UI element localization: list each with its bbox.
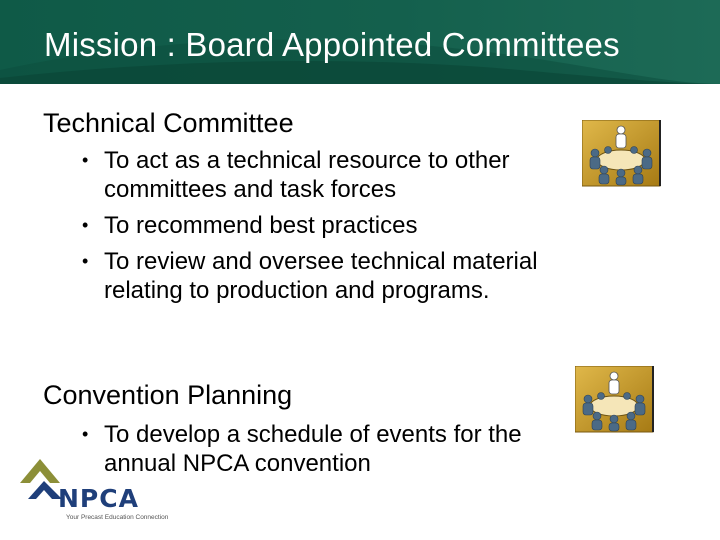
bullet-text: To recommend best practices: [104, 212, 418, 239]
logo-wordmark: NPCA: [58, 484, 139, 513]
meeting-clipart-icon: [575, 366, 655, 434]
bullet-dot: •: [82, 424, 89, 444]
technical-committee-heading: Technical Committee: [43, 108, 294, 138]
npca-logo: [18, 455, 193, 525]
meeting-clipart-icon: [582, 120, 662, 188]
slide-title: Mission : Board Appointed Committees: [44, 26, 620, 63]
technical-committee-bullets: [80, 146, 575, 312]
logo-tagline: Your Precast Education Connection: [66, 514, 169, 521]
bullet-dot: •: [82, 150, 89, 170]
bullet-dot: •: [82, 251, 89, 271]
list-item: [80, 247, 575, 305]
list-item: [80, 211, 575, 240]
convention-planning-heading: Convention Planning: [43, 380, 293, 410]
bullet-text: To review and oversee technical material relating to production and programs.: [104, 248, 538, 304]
bullet-text: To act as a technical resource to other committees and task forces: [104, 147, 510, 203]
bullet-text: To develop a schedule of events for the annual NPCA convention: [104, 421, 522, 477]
list-item: [80, 146, 575, 204]
bullet-dot: •: [82, 215, 89, 235]
npca-pyramid-icon: [20, 459, 62, 499]
title-banner: [0, 0, 720, 84]
